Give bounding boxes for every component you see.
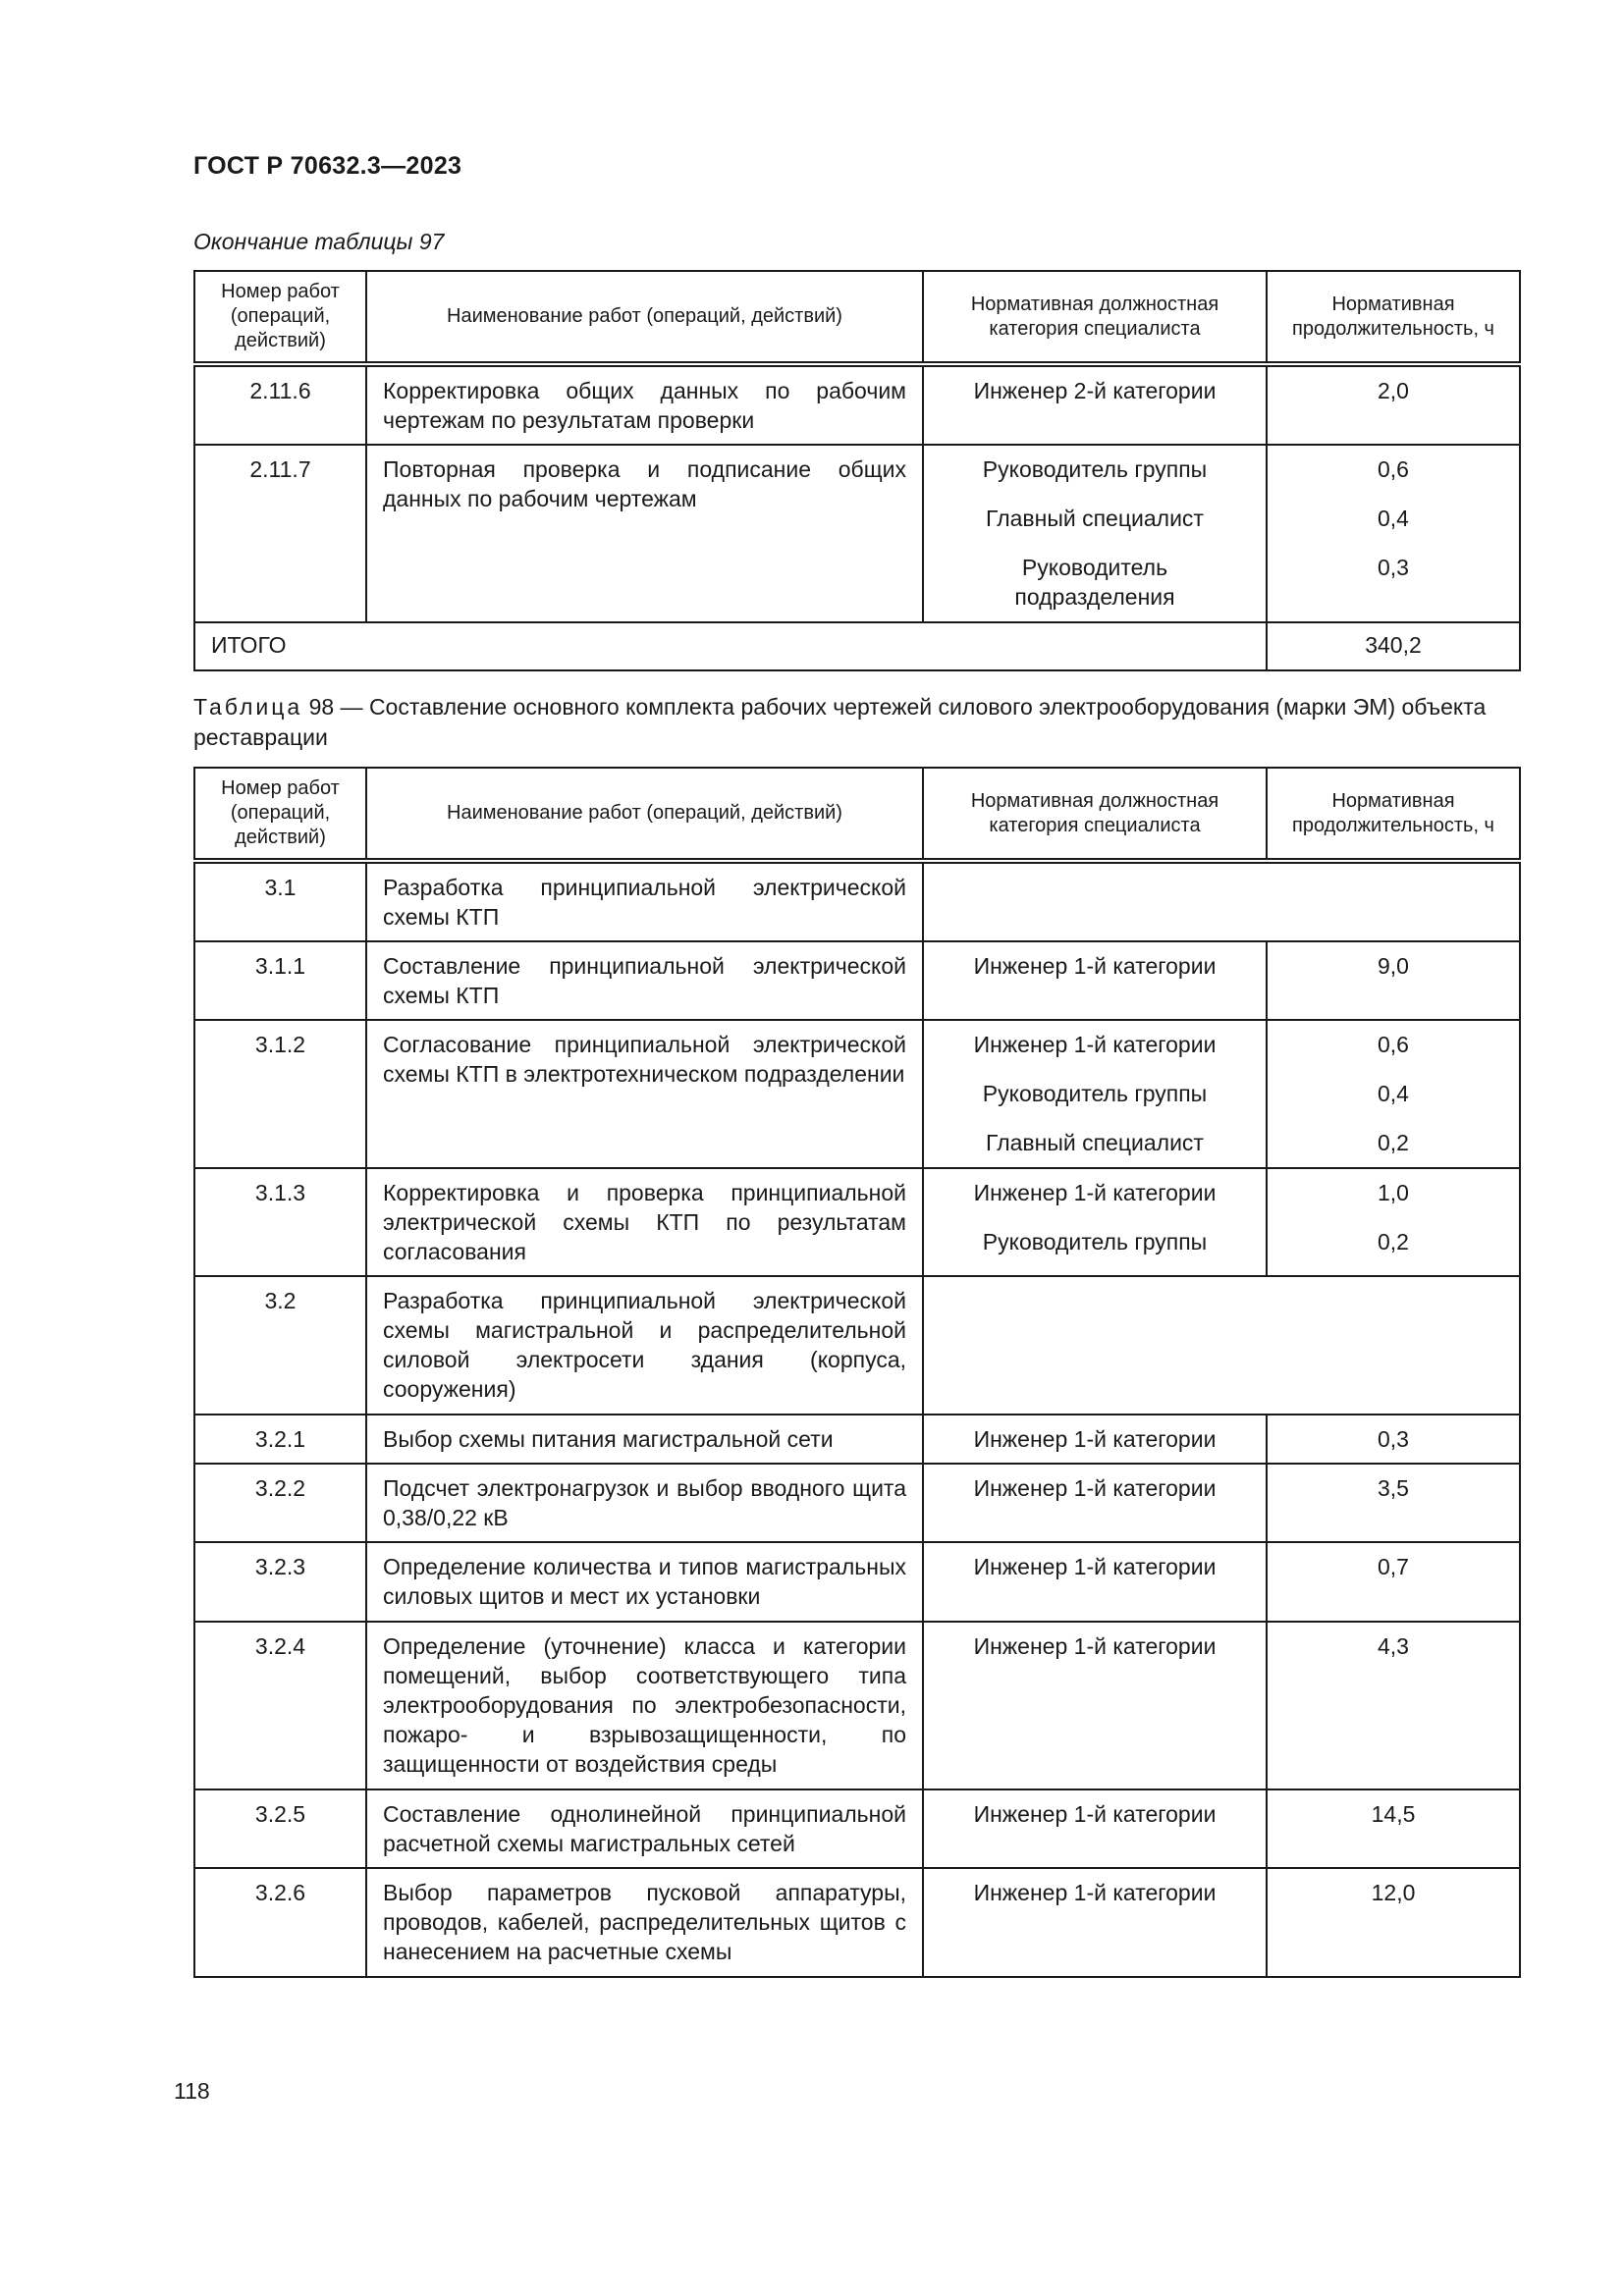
table-97-caption: Окончание таблицы 97 [193, 229, 445, 254]
duration [1267, 364, 1520, 445]
work-number: 3.2.1 [194, 1415, 366, 1464]
specialist-category [923, 445, 1267, 622]
empty-cell [923, 861, 1520, 941]
table-row [194, 1542, 1520, 1622]
work-number: 2.11.7 [194, 445, 366, 622]
duration-value: 4,3 [1378, 1633, 1409, 1659]
duration-value: 0,3 [1378, 1426, 1409, 1452]
duration-value: 0,3 [1378, 555, 1409, 580]
table-row [194, 1415, 1520, 1464]
work-number: 3.2.4 [194, 1622, 366, 1789]
column-header-category: Нормативная должностная категория специалиста [923, 271, 1267, 364]
category-value: Главный специалист [986, 506, 1204, 531]
work-number: 3.1.2 [194, 1020, 366, 1168]
duration-value: 0,7 [1378, 1554, 1409, 1579]
category-value: Инженер 1-й категории [973, 1180, 1217, 1205]
total-row [194, 622, 1520, 670]
work-name: Корректировка и проверка принципиальной электрической схемы КТП по результатам согласования [366, 1168, 923, 1276]
work-name: Повторная проверка и подписание общих данных по рабочим чертежам [366, 445, 923, 622]
category-value: Инженер 1-й категории [973, 1032, 1217, 1057]
specialist-category [923, 1622, 1267, 1789]
duration-value: 0,2 [1378, 1130, 1409, 1155]
category-value: Инженер 2-й категории [973, 378, 1217, 403]
category-value: Инженер 1-й категории [973, 953, 1217, 979]
work-name: Выбор схемы питания магистральной сети [366, 1415, 923, 1464]
work-number: 3.2.2 [194, 1464, 366, 1542]
duration [1267, 1168, 1520, 1276]
table-row [194, 1868, 1520, 1977]
work-name: Разработка принципиальной электрической схемы магистральной и распределительной силовой электросети здания (корпуса, сооружения) [366, 1276, 923, 1415]
specialist-category [923, 1542, 1267, 1622]
specialist-category [923, 1868, 1267, 1977]
work-name: Разработка принципиальной электрической схемы КТП [366, 861, 923, 941]
table-97 [193, 270, 1521, 671]
work-name: Корректировка общих данных по рабочим чертежам по результатам проверки [366, 364, 923, 445]
category-value: Инженер 1-й категории [973, 1880, 1217, 1905]
table-row [194, 1622, 1520, 1789]
duration [1267, 1464, 1520, 1542]
table-row [194, 1020, 1520, 1168]
duration-value: 14,5 [1371, 1801, 1416, 1827]
category-value: Инженер 1-й категории [973, 1475, 1217, 1501]
specialist-category [923, 941, 1267, 1020]
duration-value: 0,6 [1378, 456, 1409, 482]
duration [1267, 1622, 1520, 1789]
specialist-category [923, 1020, 1267, 1168]
table-98-caption [193, 692, 1519, 753]
duration-value: 0,6 [1378, 1032, 1409, 1057]
duration-value: 1,0 [1378, 1180, 1409, 1205]
work-name: Подсчет электронагрузок и выбор вводного щита 0,38/0,22 кВ [366, 1464, 923, 1542]
total-label: ИТОГО [194, 622, 1267, 670]
duration [1267, 1789, 1520, 1868]
specialist-category [923, 1415, 1267, 1464]
work-name: Составление принципиальной электрической схемы КТП [366, 941, 923, 1020]
duration-value: 0,4 [1378, 506, 1409, 531]
table-98 [193, 767, 1521, 1978]
category-value: Инженер 1-й категории [973, 1801, 1217, 1827]
work-number: 3.1 [194, 861, 366, 941]
column-header-duration: Нормативная продолжительность, ч [1267, 271, 1520, 364]
total-value: 340,2 [1267, 622, 1520, 670]
category-value: Руководитель группы [982, 1081, 1208, 1106]
page-number: 118 [174, 2078, 210, 2104]
empty-cell [923, 1276, 1520, 1415]
work-number: 3.1.1 [194, 941, 366, 1020]
table-title: 98 — Составление основного комплекта рабочих чертежей силового электрооборудования (марки ЭМ) объекта реставрации [193, 694, 1487, 750]
table-row [194, 1168, 1520, 1276]
column-header-name: Наименование работ (операций, действий) [366, 768, 923, 861]
table-row [194, 445, 1520, 622]
duration-value: 0,2 [1378, 1229, 1409, 1255]
specialist-category [923, 1168, 1267, 1276]
table-row [194, 1789, 1520, 1868]
column-header-duration: Нормативная продолжительность, ч [1267, 768, 1520, 861]
category-value: Инженер 1-й категории [973, 1633, 1217, 1659]
table-row [194, 861, 1520, 941]
specialist-category [923, 364, 1267, 445]
work-number: 2.11.6 [194, 364, 366, 445]
document-title: ГОСТ Р 70632.3—2023 [193, 152, 462, 180]
category-value: Инженер 1-й категории [973, 1426, 1217, 1452]
specialist-category [923, 1464, 1267, 1542]
table-row [194, 1276, 1520, 1415]
work-number: 3.2 [194, 1276, 366, 1415]
work-name: Составление однолинейной принципиальной расчетной схемы магистральных сетей [366, 1789, 923, 1868]
duration-value: 3,5 [1378, 1475, 1409, 1501]
work-name: Согласование принципиальной электрической схемы КТП в электротехническом подразделении [366, 1020, 923, 1168]
category-value: Руководитель группы [982, 1229, 1208, 1255]
column-header-name: Наименование работ (операций, действий) [366, 271, 923, 364]
table-row [194, 1464, 1520, 1542]
specialist-category [923, 1789, 1267, 1868]
category-value: Руководитель группы [982, 456, 1208, 482]
table-header-row [194, 768, 1520, 861]
work-number: 3.2.5 [194, 1789, 366, 1868]
duration [1267, 1415, 1520, 1464]
work-number: 3.2.3 [194, 1542, 366, 1622]
table-row [194, 941, 1520, 1020]
work-name: Определение (уточнение) класса и категории помещений, выбор соответствующего типа электрооборудования по электробезопасности, пожаро- и взрывозащищенности, по защищенности от воздействия среды [366, 1622, 923, 1789]
category-value: Руководитель подразделения [1014, 555, 1175, 610]
table-label: Таблица [193, 694, 303, 720]
duration-value: 0,4 [1378, 1081, 1409, 1106]
duration-value: 9,0 [1378, 953, 1409, 979]
table-row [194, 364, 1520, 445]
duration [1267, 445, 1520, 622]
duration [1267, 1542, 1520, 1622]
category-value: Инженер 1-й категории [973, 1554, 1217, 1579]
column-header-number: Номер работ (операций, действий) [194, 271, 366, 364]
work-number: 3.2.6 [194, 1868, 366, 1977]
duration [1267, 941, 1520, 1020]
column-header-category: Нормативная должностная категория специалиста [923, 768, 1267, 861]
duration-value: 12,0 [1371, 1880, 1416, 1905]
category-value: Главный специалист [986, 1130, 1204, 1155]
column-header-number: Номер работ (операций, действий) [194, 768, 366, 861]
duration-value: 2,0 [1378, 378, 1409, 403]
work-name: Определение количества и типов магистральных силовых щитов и мест их установки [366, 1542, 923, 1622]
work-name: Выбор параметров пусковой аппаратуры, проводов, кабелей, распределительных щитов с нанесением на расчетные схемы [366, 1868, 923, 1977]
table-header-row [194, 271, 1520, 364]
duration [1267, 1868, 1520, 1977]
work-number: 3.1.3 [194, 1168, 366, 1276]
duration [1267, 1020, 1520, 1168]
